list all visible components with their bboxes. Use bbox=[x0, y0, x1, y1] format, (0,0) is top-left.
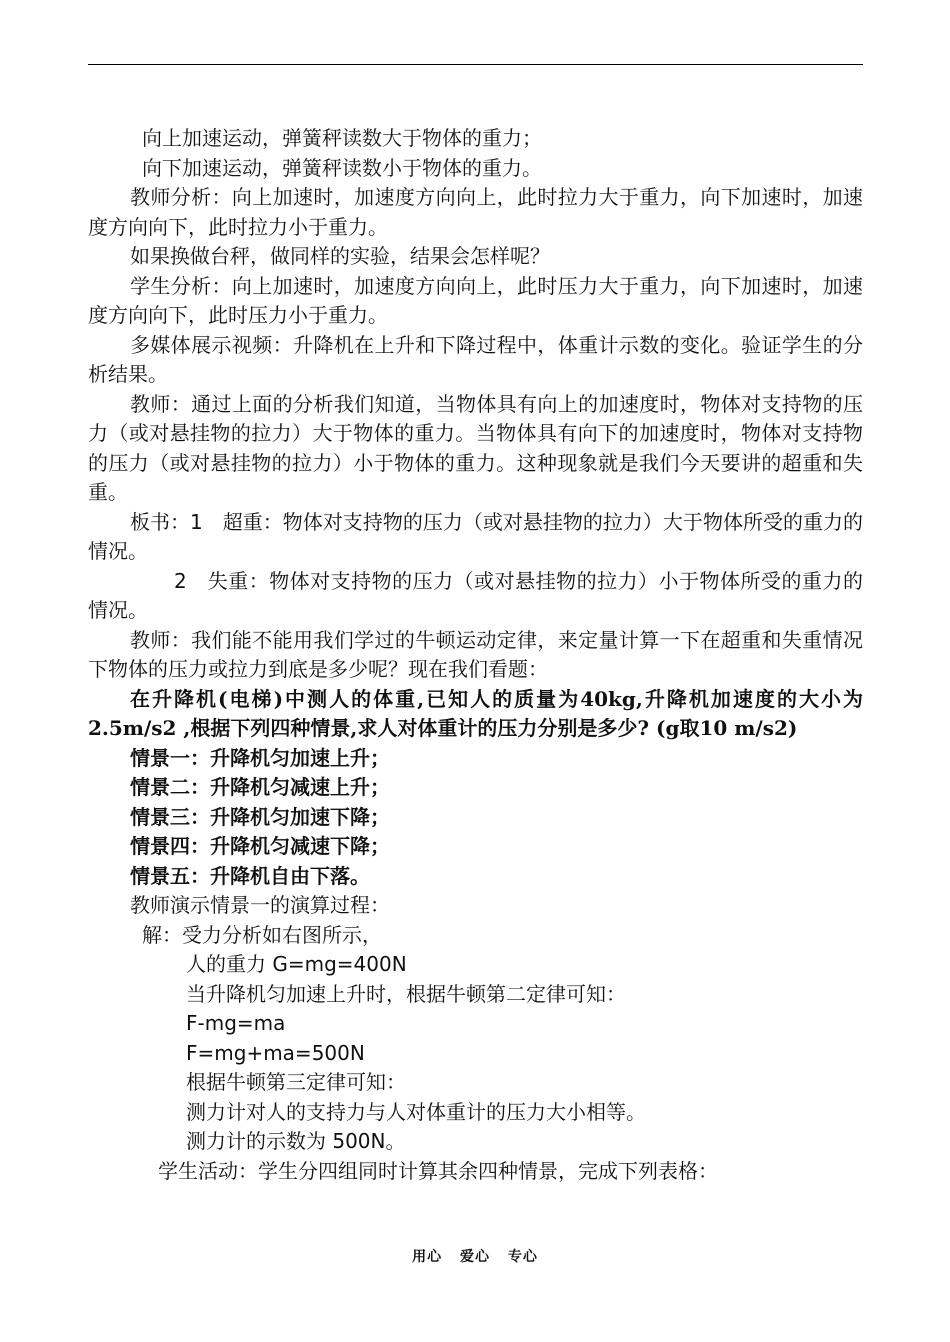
paragraph: 人的重力 G=mg=400N bbox=[186, 952, 407, 976]
paragraph: 向下加速运动，弹簧秤读数小于物体的重力。 bbox=[142, 155, 542, 180]
paragraph: 学生分析：向上加速时，加速度方向向上，此时压力大于重力，向下加速时，加速度方向向下，此时压力小于重力。 bbox=[88, 273, 863, 327]
paragraph: F=mg+ma=500N bbox=[186, 1040, 365, 1065]
paragraph: 向上加速运动，弹簧秤读数大于物体的重力； bbox=[142, 126, 542, 150]
paragraph: 板书：1 超重：物体对支持物的压力（或对悬挂物的拉力）大于物体所受的重力的情况。 bbox=[88, 509, 863, 563]
page-body bbox=[88, 124, 863, 1186]
paragraph: 当升降机匀加速上升时，根据牛顿第二定律可知： bbox=[186, 981, 626, 1006]
paragraph: 测力计的示数为 500N。 bbox=[186, 1129, 406, 1153]
paragraph: 情景一：升降机匀加速上升； bbox=[130, 745, 390, 770]
paragraph: 教师演示情景一的演算过程： bbox=[130, 893, 390, 917]
paragraph: 学生活动：学生分四组同时计算其余四种情景，完成下列表格： bbox=[158, 1158, 718, 1183]
footer-word: 专心 bbox=[507, 1249, 538, 1265]
paragraph: 根据牛顿第三定律可知： bbox=[186, 1070, 406, 1094]
paragraph: F-mg=ma bbox=[186, 1011, 286, 1035]
page-footer bbox=[0, 1246, 950, 1266]
paragraph: 教师分析：向上加速时，加速度方向向上，此时拉力大于重力，向下加速时，加速度方向向下，此时拉力小于重力。 bbox=[88, 185, 863, 239]
footer-word: 爱心 bbox=[460, 1249, 490, 1265]
footer-word: 用心 bbox=[412, 1249, 443, 1265]
paragraph: 情景四：升降机匀减速下降； bbox=[130, 834, 390, 858]
paragraph: 教师：通过上面的分析我们知道，当物体具有向上的加速度时，物体对支持物的压力（或对悬挂物的拉力）大于物体的重力。当物体具有向下的加速度时，物体对支持物的压力（或对悬挂物的拉力）小于物体的重力。这种现象就是我们今天要讲的超重和失重。 bbox=[88, 391, 863, 504]
paragraph: 教师：我们能不能用我们学过的牛顿运动定律，来定量计算一下在超重和失重情况下物体的压力或拉力到底是多少呢？现在我们看题： bbox=[88, 627, 863, 681]
paragraph: 多媒体展示视频：升降机在上升和下降过程中，体重计示数的变化。验证学生的分析结果。 bbox=[88, 332, 863, 386]
paragraph: 在升降机(电梯)中测人的体重,已知人的质量为40kg,升降机加速度的大小为2.5m/s2 ,根据下列四种情景,求人对体重计的压力分别是多少? (g取10 m/s2) bbox=[88, 686, 863, 740]
paragraph: 2 失重：物体对支持物的压力（或对悬挂物的拉力）小于物体所受的重力的情况。 bbox=[88, 568, 863, 622]
paragraph: 情景五：升降机自由下落。 bbox=[130, 863, 370, 888]
paragraph: 测力计对人的支持力与人对体重计的压力大小相等。 bbox=[186, 1099, 646, 1124]
header-rule bbox=[88, 64, 863, 65]
paragraph: 情景二：升降机匀减速上升； bbox=[130, 775, 390, 799]
paragraph: 如果换做台秤，做同样的实验，结果会怎样呢？ bbox=[130, 244, 550, 268]
paragraph: 情景三：升降机匀加速下降； bbox=[130, 804, 390, 829]
paragraph: 解：受力分析如右图所示， bbox=[142, 922, 382, 947]
